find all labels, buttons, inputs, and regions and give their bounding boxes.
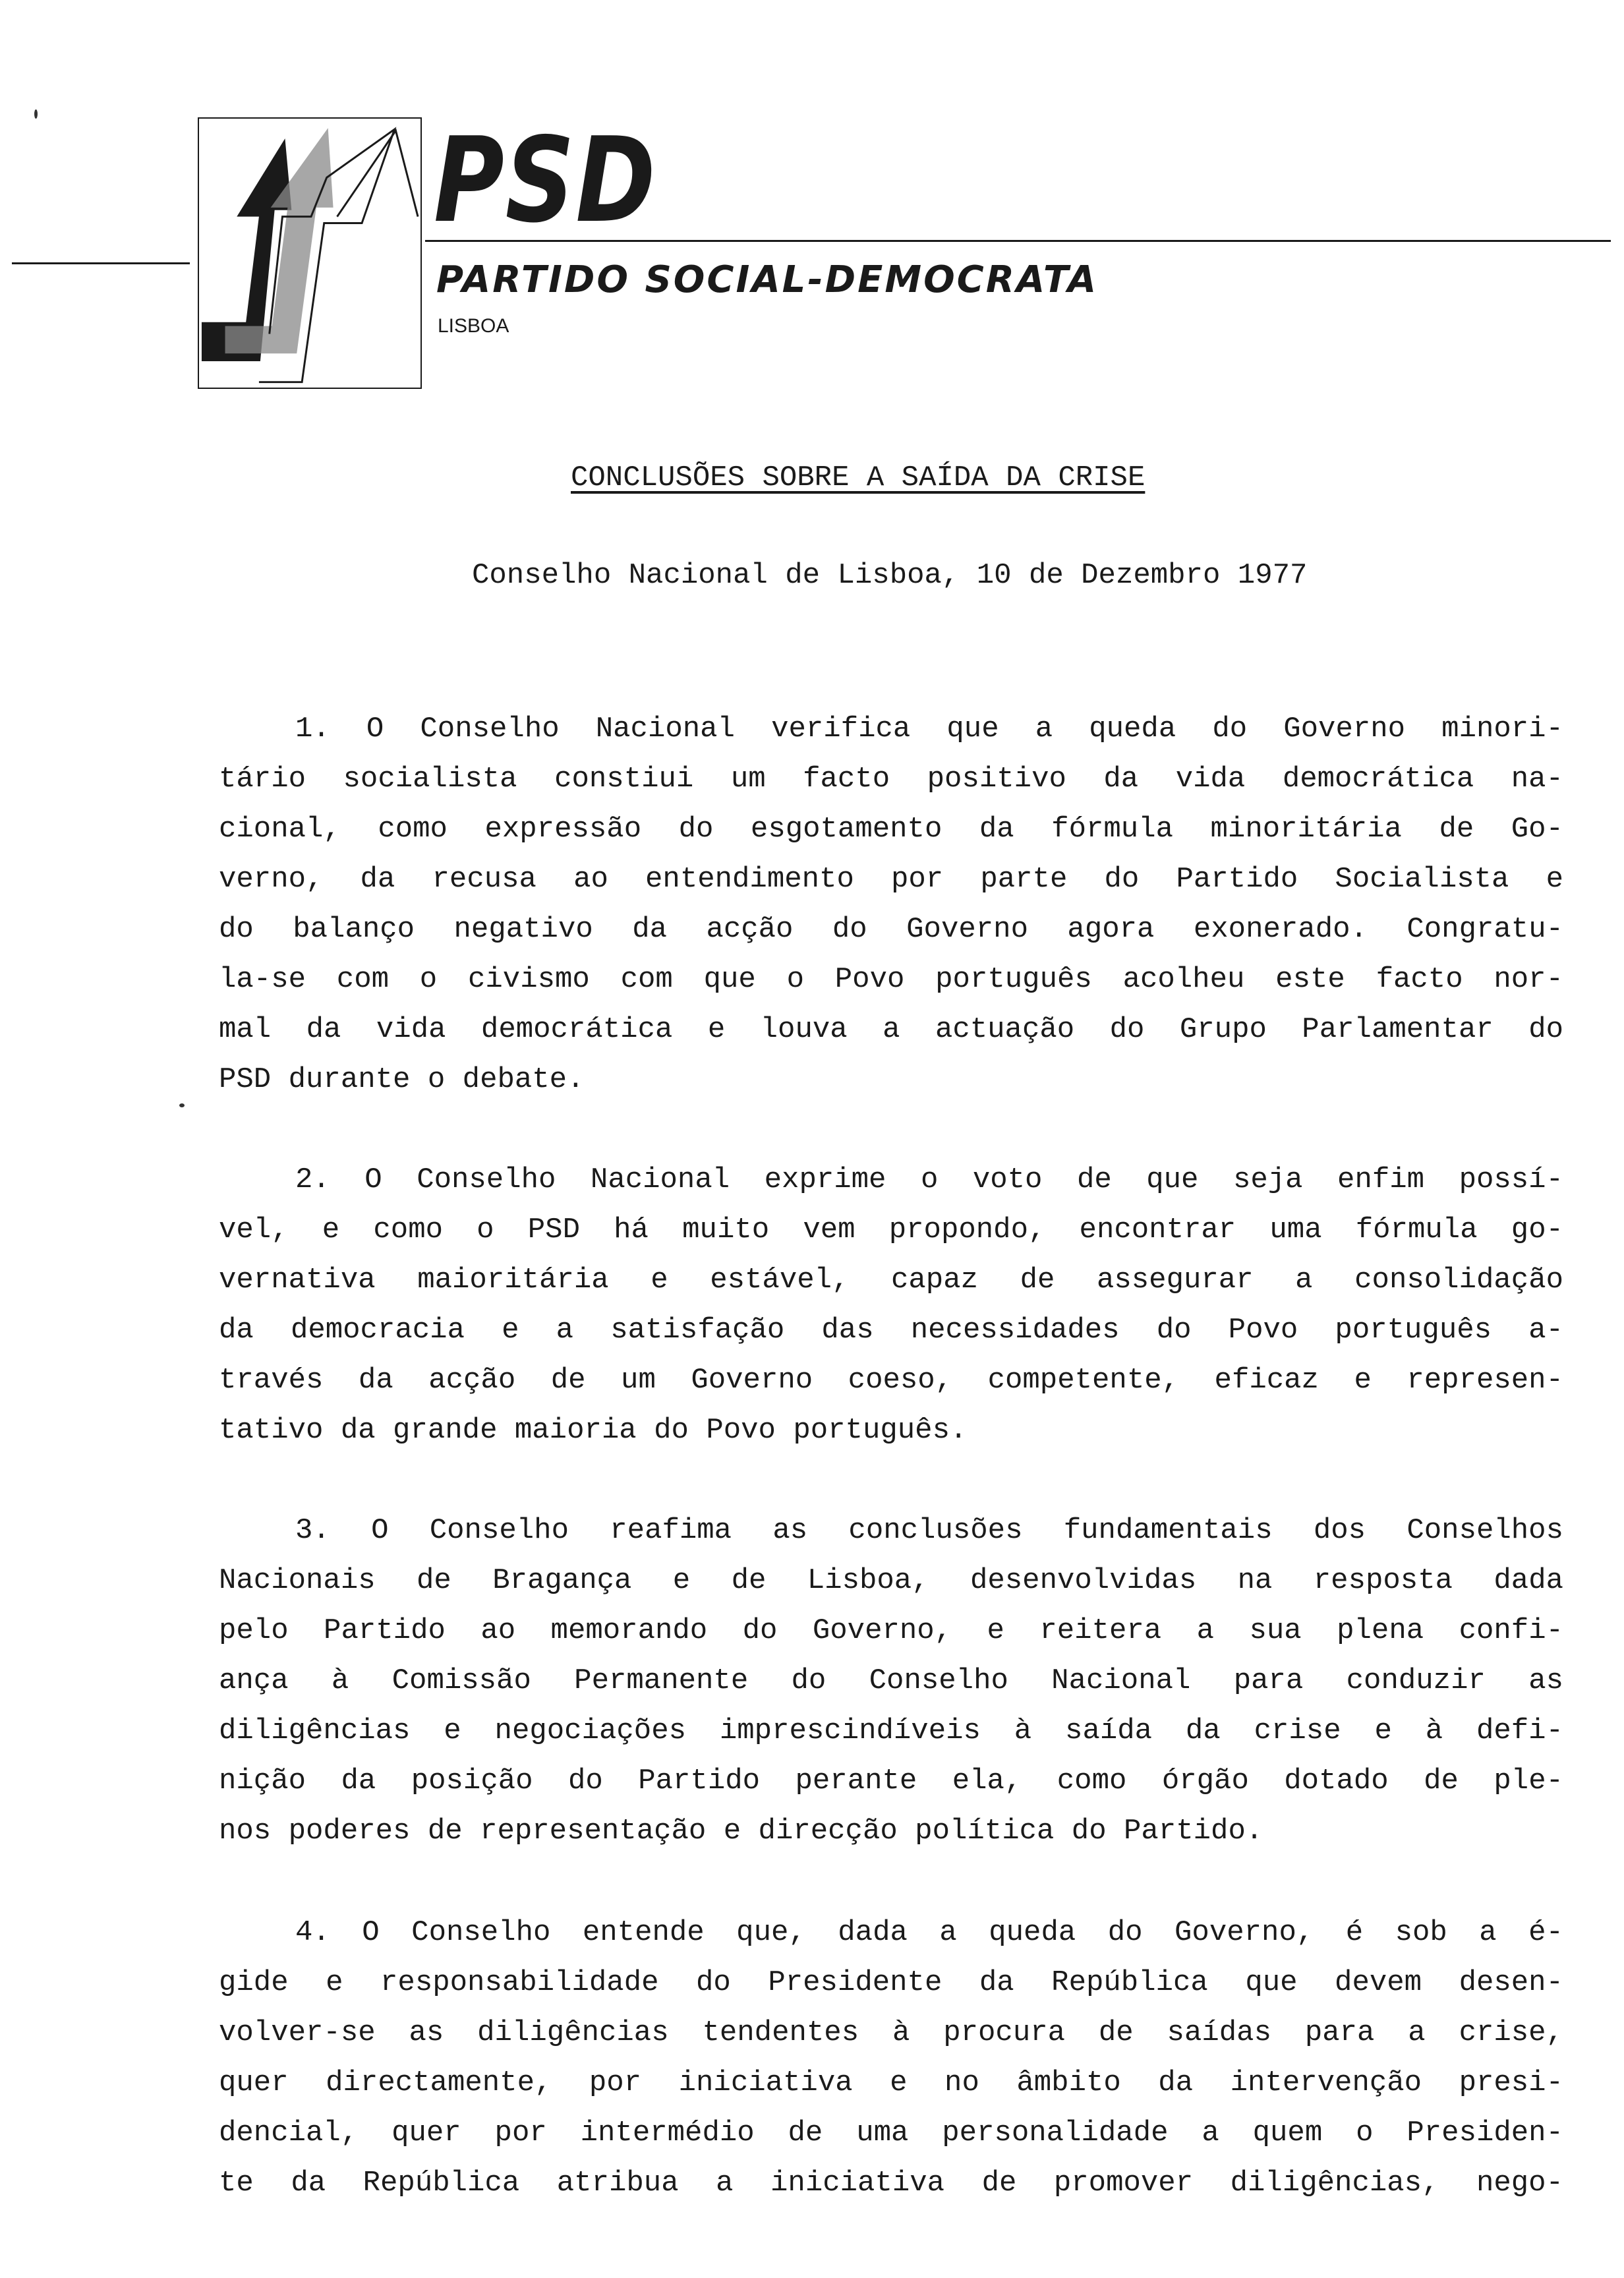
text-line: do balanço negativo da acção do Governo agora exonerado. Congratu- (219, 913, 1563, 946)
document-title: CONCLUSÕES SOBRE A SAÍDA DA CRISE (571, 461, 1146, 494)
document-subtitle: Conselho Nacional de Lisboa, 10 de Dezembro 1977 (472, 559, 1308, 592)
psd-logotype: PSD (434, 112, 657, 248)
text-line: ança à Comissão Permanente do Conselho Nacional para conduzir as (219, 1664, 1563, 1697)
text-line: través da acção de um Governo coeso, competente, eficaz e represen- (219, 1364, 1563, 1397)
text-line: la-se com o civismo com que o Povo português acolheu este facto nor- (219, 963, 1563, 996)
text-line: PSD durante o debate. (219, 1063, 585, 1096)
scan-mark (34, 109, 38, 119)
arrows-logo-icon (199, 119, 420, 388)
text-line: nição da posição do Partido perante ela, como órgão dotado de ple- (219, 1765, 1563, 1797)
paragraph-2 (219, 1155, 1563, 1455)
text-line: te da República atribua a iniciativa de promover diligências, nego- (219, 2167, 1563, 2200)
letterhead-rule-left (12, 262, 190, 264)
text-line: volver-se as diligências tendentes à procura de saídas para a crise, (219, 2016, 1563, 2049)
party-name: PARTIDO SOCIAL-DEMOCRATA (436, 258, 1099, 301)
text-line: quer directamente, por iniciativa e no âmbito da intervenção presi- (219, 2066, 1563, 2099)
text-line: 4. O Conselho entende que, dada a queda do Governo, é sob a é- (295, 1916, 1563, 1949)
text-line: dencial, quer por intermédio de uma personalidade a quem o Presiden- (219, 2117, 1563, 2149)
text-line: vel, e como o PSD há muito vem propondo, encontrar uma fórmula go- (219, 1213, 1563, 1246)
text-line: gide e responsabilidade do Presidente da República que devem desen- (219, 1966, 1563, 1999)
psd-arrows-logo (198, 117, 422, 389)
paragraph-3 (219, 1505, 1563, 1856)
paragraph-4 (219, 1908, 1563, 2208)
paragraph-1 (219, 704, 1563, 1105)
text-line: 3. O Conselho reafima as conclusões fundamentais dos Conselhos (295, 1514, 1563, 1547)
party-city: LISBOA (438, 315, 509, 337)
text-line: diligências e negociações imprescindíveis à saída da crise e à defi- (219, 1714, 1563, 1747)
text-line: 2. O Conselho Nacional exprime o voto de que seja enfim possí- (295, 1163, 1563, 1196)
text-line: cional, como expressão do esgotamento da fórmula minoritária de Go- (219, 813, 1563, 846)
text-line: tário socialista constiui um facto positivo da vida democrática na- (219, 763, 1563, 796)
text-line: vernativa maioritária e estável, capaz de assegurar a consolidação (219, 1264, 1563, 1297)
text-line: nos poderes de representação e direcção política do Partido. (219, 1815, 1263, 1848)
text-line: Nacionais de Bragança e de Lisboa, desenvolvidas na resposta dada (219, 1564, 1563, 1597)
text-line: mal da vida democrática e louva a actuação do Grupo Parlamentar do (219, 1013, 1563, 1046)
text-line: tativo da grande maioria do Povo português. (219, 1414, 968, 1447)
text-line: pelo Partido ao memorando do Governo, e reitera a sua plena confi- (219, 1614, 1563, 1647)
text-line: 1. O Conselho Nacional verifica que a queda do Governo minori- (295, 713, 1563, 745)
text-line: verno, da recusa ao entendimento por parte do Partido Socialista e (219, 863, 1563, 896)
text-line: da democracia e a satisfação das necessidades do Povo português a- (219, 1314, 1563, 1347)
scan-mark (179, 1103, 185, 1107)
